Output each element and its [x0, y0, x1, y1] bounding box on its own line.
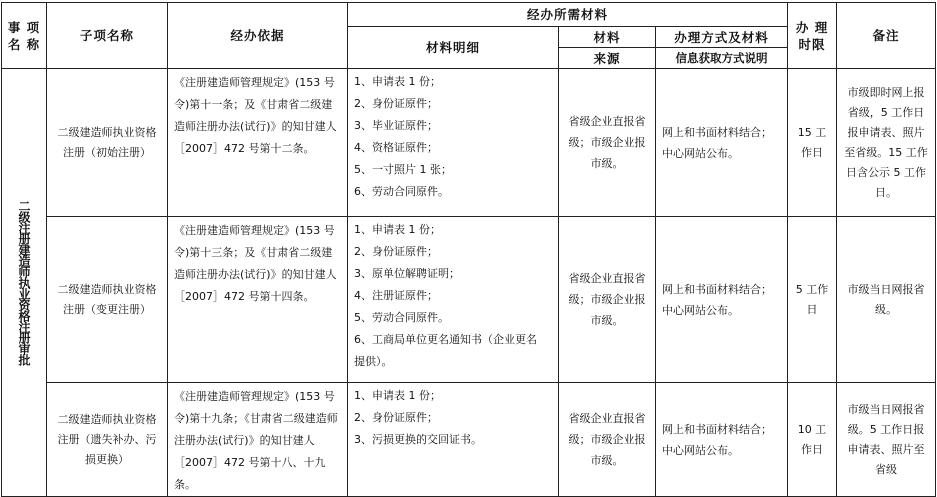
header-materials-detail: 材料明细 [348, 27, 559, 69]
time-cell: 10 工作日 [788, 383, 837, 497]
table-row [2, 383, 936, 497]
method-cell: 网上和书面材料结合；中心网站公布。 [656, 217, 788, 383]
subitem-cell: 二级建造师执业资格注册（初始注册） [47, 69, 168, 217]
header-source-bottom: 来源 [559, 48, 656, 69]
material-line: 5、劳动合同原件。 [354, 311, 449, 324]
material-line: 4、注册证原件； [354, 289, 438, 302]
header-materials-group: 经办所需材料 [348, 3, 788, 27]
material-line: 3、污损更换的交回证书。 [354, 433, 482, 446]
header-method-bottom: 信息获取方式说明 [656, 48, 788, 69]
material-line: 1、申请表 1 份； [354, 75, 441, 88]
header-item-name: 事 项 名 称 [2, 3, 47, 69]
subitem-cell: 二级建造师执业资格注册（变更注册） [47, 217, 168, 383]
material-line: 2、身份证原件； [354, 97, 438, 110]
table-row [2, 69, 936, 217]
materials-cell [348, 69, 559, 217]
materials-cell [348, 383, 559, 497]
remark-cell: 市级当日网报省级。 [837, 217, 936, 383]
material-line: 提供）。 [354, 355, 393, 368]
remark-cell: 市级即时网上报省级，5 工作日报申请表、照片至省级。15 工作日含公示 5 工作日。 [837, 69, 936, 217]
material-line: 6、劳动合同原件。 [354, 185, 449, 198]
method-cell: 网上和书面材料结合；中心网站公布。 [656, 383, 788, 497]
table-row [2, 217, 936, 383]
source-cell: 省级企业直报省级；市级企业报市级。 [559, 217, 656, 383]
material-line: 3、原单位解聘证明； [354, 267, 460, 280]
header-basis: 经办依据 [168, 3, 348, 69]
materials-cell [348, 217, 559, 383]
header-source-top: 材料 [559, 27, 656, 48]
service-table [1, 2, 936, 497]
header-subitem: 子项名称 [47, 3, 168, 69]
subitem-cell: 二级建造师执业资格注册（遗失补办、污损更换） [47, 383, 168, 497]
material-line: 5、一寸照片 1 张； [354, 163, 452, 176]
material-line: 1、申请表 1 份； [354, 389, 441, 402]
material-line: 4、资格证原件； [354, 141, 438, 154]
basis-cell: 《注册建造师管理规定》(153 号令)第十九条；《甘肃省二级建造师注册办法(试行)》的知甘建人［2007］472 号第十八、十九条。 [168, 383, 348, 497]
material-line: 2、身份证原件； [354, 245, 438, 258]
time-cell: 5 工作日 [788, 217, 837, 383]
header-time-limit: 办 理 时限 [788, 3, 837, 69]
time-cell: 15 工作日 [788, 69, 837, 217]
material-line: 6、工商局单位更名通知书（企业更名 [354, 333, 537, 346]
remark-cell: 市级当日网报省级。5 工作日报申请表、照片至省级 [837, 383, 936, 497]
material-line: 3、毕业证原件； [354, 119, 438, 132]
method-cell: 网上和书面材料结合；中心网站公布。 [656, 69, 788, 217]
header-method-top: 办理方式及材料 [656, 27, 788, 48]
material-line: 2、身份证原件； [354, 411, 438, 424]
header-remarks: 备注 [837, 3, 936, 69]
source-cell: 省级企业直报省级；市级企业报市级。 [559, 383, 656, 497]
material-line: 1、申请表 1 份； [354, 223, 441, 236]
item-name: 二级注册建造师执业资格注册审批 [17, 200, 31, 365]
item-name-cell [2, 69, 47, 497]
source-cell: 省级企业直报省级；市级企业报市级。 [559, 69, 656, 217]
basis-cell: 《注册建造师管理规定》(153 号令)第十三条；及《甘肃省二级建造师注册办法(试行)》的知甘建人［2007］472 号第十四条。 [168, 217, 348, 383]
basis-cell: 《注册建造师管理规定》(153 号令)第十一条；及《甘肃省二级建造师注册办法(试行)》的知甘建人［2007］472 号第十二条。 [168, 69, 348, 217]
